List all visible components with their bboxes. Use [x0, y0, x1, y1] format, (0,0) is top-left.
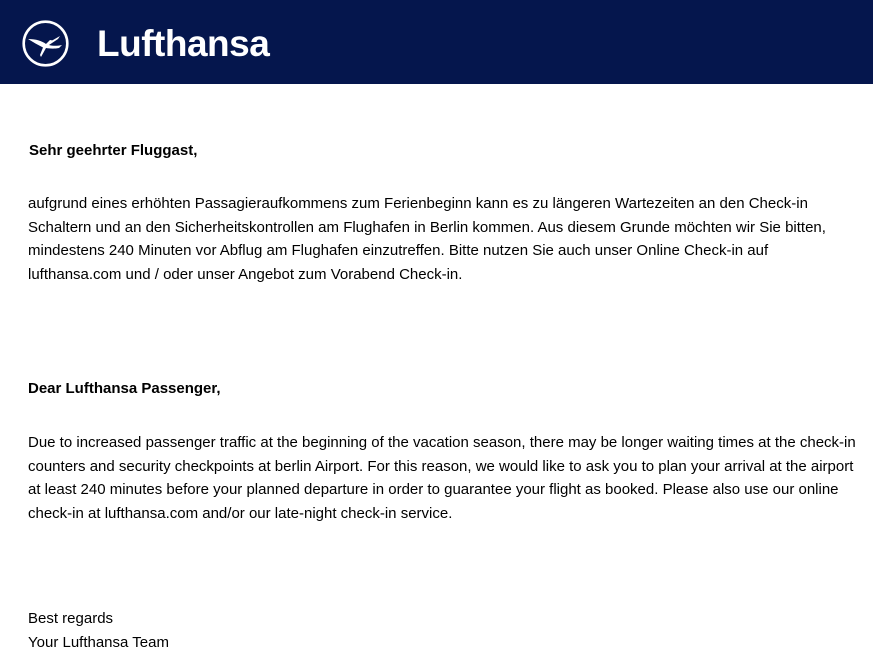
english-salutation: Dear Lufthansa Passenger, [28, 380, 221, 397]
german-salutation: Sehr geehrter Fluggast, [29, 142, 198, 159]
lufthansa-crane-icon [22, 20, 69, 67]
brand-header [0, 0, 873, 84]
closing-regards: Best regards [28, 610, 114, 627]
closing-block [28, 607, 169, 654]
closing-signature: Your Lufthansa Team [28, 633, 169, 651]
english-paragraph: Due to increased passenger traffic at the beginning of the vacation season, there may be longer waiting times at the check-in counters and security checkpoints at berlin Airport. For this reason, we would like to ask you to plan your arrival at the airport at least 240 minutes before your planned departure in order to guarantee your flight as booked. Please also use our online check-in at lufthansa.com and/or our late-night check-in service. [28, 434, 856, 522]
german-paragraph: aufgrund eines erhöhten Passagieraufkommens zum Ferienbeginn kann es zu längeren Wartezeiten an den Check-in Schaltern und an den Sicherheitskontrollen am Flughafen in Berlin kommen. Aus diesem Grunde möchten wir Sie bitten, mindestens 240 Minuten vor Abflug am Flughafen einzutreffen. Bitte nutzen Sie auch unser Online Check-in auf lufthansa.com und / oder unser Angebot zum Vorabend Check-in. [28, 195, 826, 283]
brand-wordmark: Lufthansa [97, 23, 270, 64]
